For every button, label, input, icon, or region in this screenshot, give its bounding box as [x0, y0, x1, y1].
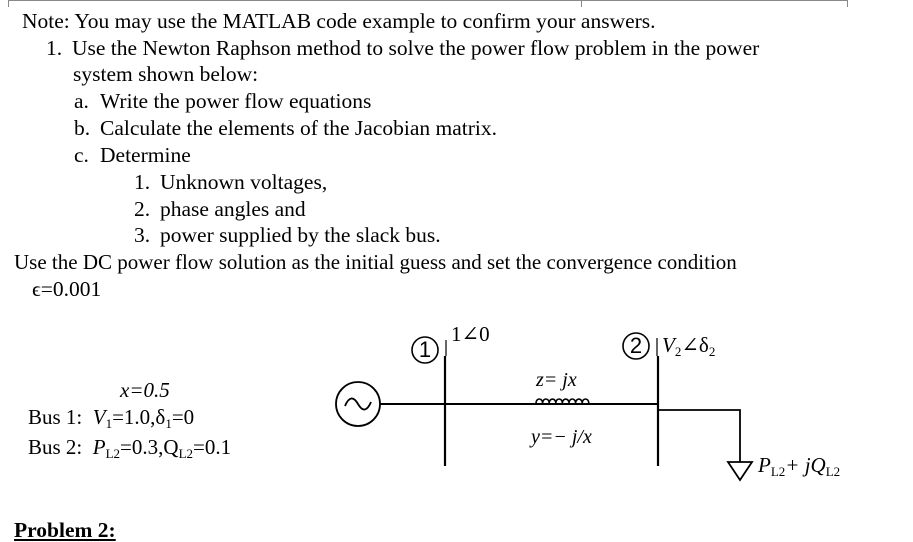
item-1-text: Use the Newton Raphson method to solve the power flow problem in the power	[72, 36, 760, 60]
problem-2-heading: Problem 2:	[14, 518, 116, 542]
item-1-number: 1.	[46, 36, 63, 60]
load-label: $P_{L2}+ jQ_{L2}$	[758, 453, 841, 479]
determine-item-2: 2. phase angles and	[134, 197, 306, 221]
sub-item-b: b. Calculate the elements of the Jacobian matrix.	[74, 116, 498, 140]
note-text: Note: You may use the MATLAB code example to confirm your answers.	[22, 9, 656, 33]
determine-item-3: 3. power supplied by the slack bus.	[134, 223, 441, 247]
bus-1-voltage-label: 1∠0	[451, 322, 490, 346]
ac-source-icon	[336, 382, 380, 426]
admittance-label: y=− j/x	[531, 426, 592, 448]
sub-item-a: a. Write the power flow equations	[74, 89, 372, 113]
bus-2-data: Bus 2: $P_{L2}=0.3,Q_{L2}=0.1$	[28, 435, 232, 461]
item-1-line-2: system shown below:	[73, 62, 259, 86]
bus-1-data: Bus 1: $V_1=1.0,\delta_1=0$	[28, 405, 195, 431]
item-1-line-1	[46, 36, 759, 60]
bus-1-number: 1	[418, 337, 432, 362]
instruction-text: Use the DC power flow solution as the initial guess and set the convergence condition	[14, 250, 737, 274]
page-top-border	[8, 0, 848, 7]
determine-item-1: 1. Unknown voltages,	[134, 170, 328, 194]
bus-2-number: 2	[629, 333, 643, 358]
bus-2-voltage-label: $V_2\angle\delta_2$	[662, 333, 716, 359]
epsilon-condition: ϵ=0.001	[32, 277, 102, 301]
reactance-value: x=0.5	[120, 378, 170, 402]
load-branch-line	[658, 410, 740, 462]
impedance-label: z= jx	[536, 369, 577, 391]
inductor-coil-icon	[536, 399, 589, 403]
sub-item-c: c. Determine	[74, 143, 191, 167]
load-arrow-icon	[728, 462, 752, 480]
